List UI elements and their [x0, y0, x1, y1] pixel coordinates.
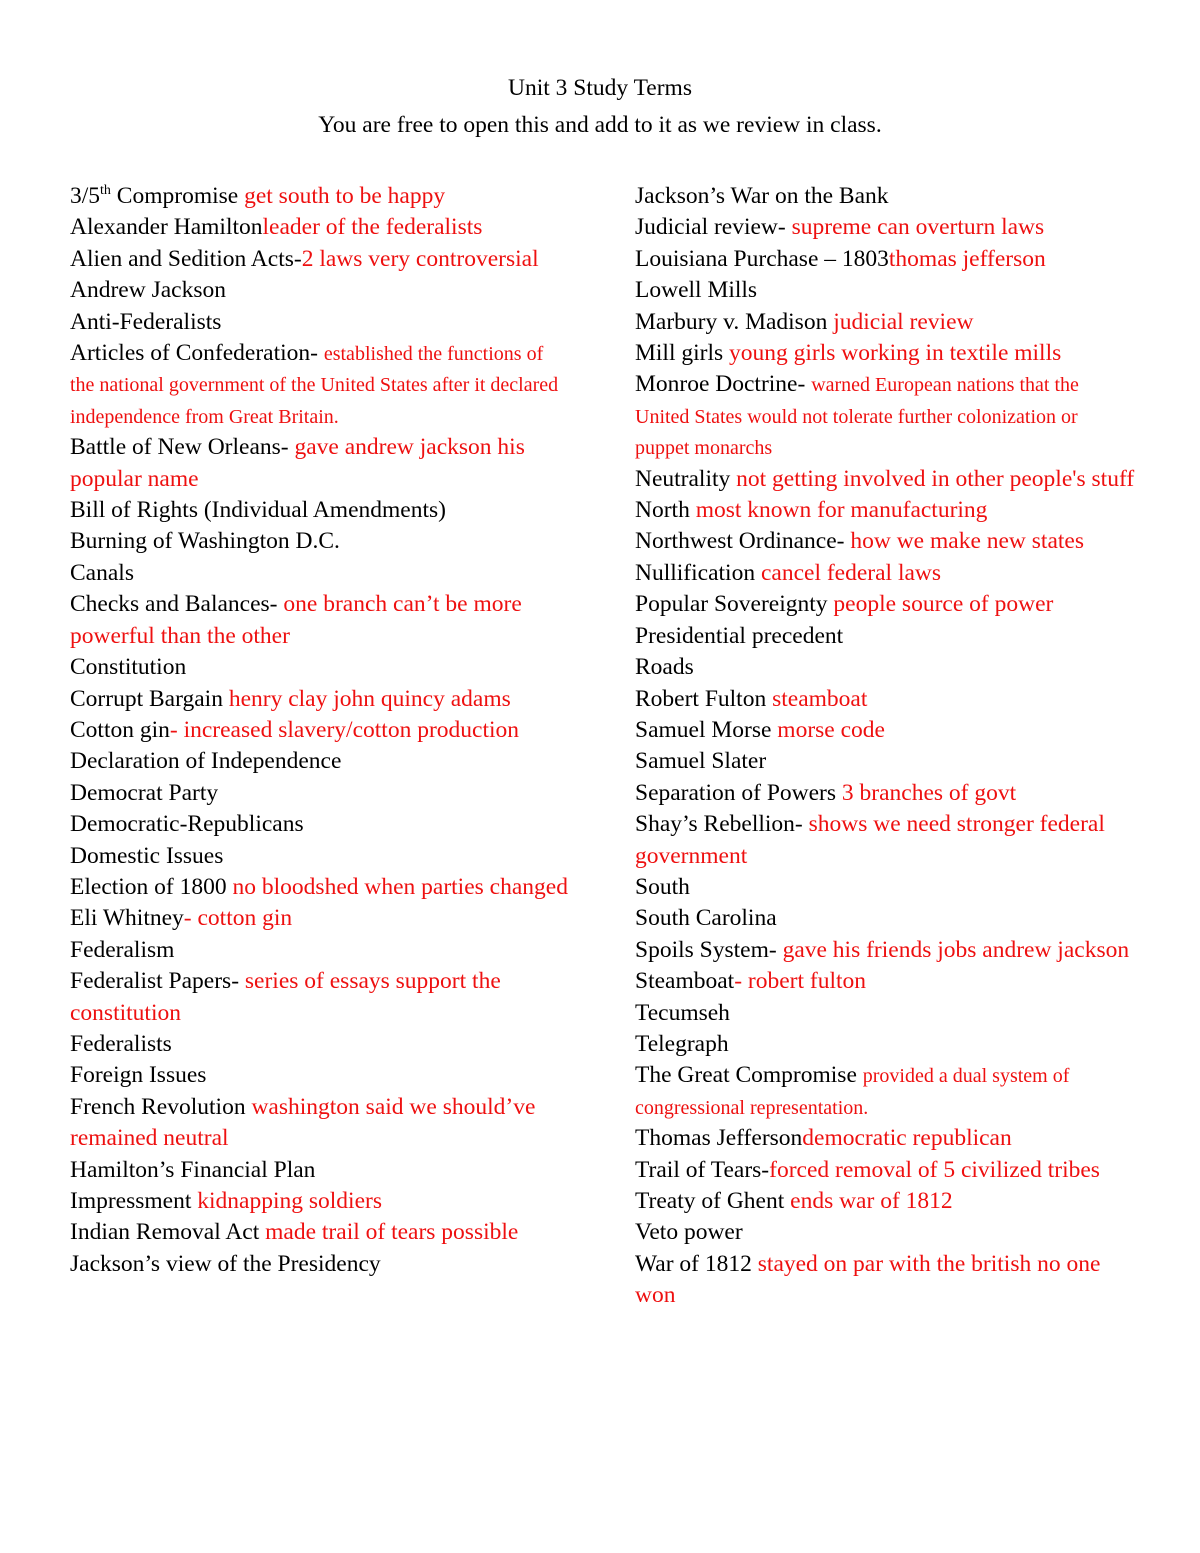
term-note: most known for manufacturing: [695, 497, 988, 524]
terms-left-column: [70, 181, 570, 1280]
term-note: democratic republican: [802, 1125, 1012, 1152]
term-label: Domestic Issues: [70, 842, 224, 869]
term-note: series of essays support the constitution: [70, 968, 501, 1026]
term-note: - robert fulton: [734, 968, 867, 995]
term-label: Impressment: [70, 1188, 198, 1214]
term-label: Corrupt Bargain: [70, 685, 229, 712]
study-term-entry: [70, 589, 570, 652]
term-note: morse code: [777, 716, 885, 743]
term-label: Burning of Washington D.C.: [70, 528, 340, 555]
term-label: Louisiana Purchase – 1803: [635, 245, 889, 272]
term-note: supreme can overturn laws: [791, 214, 1045, 241]
term-note: ends war of 1812: [790, 1188, 953, 1214]
term-label: Democratic-Republicans: [70, 811, 304, 838]
study-term-entry: [70, 307, 570, 338]
study-term-entry: [70, 935, 570, 966]
term-note: provided a dual system of congressional representation.: [635, 1065, 1070, 1119]
terms-right-column: [635, 181, 1135, 1312]
term-label: Election of 1800: [70, 873, 233, 900]
study-term-entry: [635, 1155, 1135, 1186]
term-note: shows we need stronger federal government: [635, 811, 1105, 869]
study-term-entry: [635, 684, 1135, 715]
study-term-entry: [635, 621, 1135, 652]
term-label: Federalism: [70, 936, 175, 963]
study-term-entry: [70, 1029, 570, 1060]
term-label: Shay’s Rebellion-: [635, 811, 809, 838]
term-label: Anti-Federalists: [70, 308, 222, 335]
term-note: leader of the federalists: [262, 214, 483, 241]
term-note: gave andrew jackson his popular name: [70, 434, 525, 492]
term-label: Nullification: [635, 559, 761, 586]
study-term-entry: [70, 778, 570, 809]
term-note: how we make new states: [850, 528, 1084, 555]
term-label: Cotton gin: [70, 716, 170, 743]
term-label: Bill of Rights (Individual Amendments): [70, 497, 446, 524]
term-label: Checks and Balances-: [70, 591, 284, 618]
study-term-entry: [635, 181, 1135, 212]
study-term-entry: [635, 275, 1135, 306]
term-label: Veto power: [635, 1219, 743, 1246]
term-note: steamboat: [772, 685, 868, 712]
term-label: Federalist Papers-: [70, 968, 245, 995]
term-note: 3 branches of govt: [841, 779, 1017, 806]
term-label: Andrew Jackson: [70, 277, 226, 304]
term-label: Telegraph: [635, 1030, 729, 1057]
study-term-entry: [635, 526, 1135, 557]
term-note: one branch can’t be more powerful than the other: [70, 591, 522, 649]
term-label: French Revolution: [70, 1093, 252, 1120]
page-title: Unit 3 Study Terms: [508, 75, 692, 101]
term-label: Presidential precedent: [635, 622, 844, 649]
term-label: Hamilton’s Financial Plan: [70, 1156, 316, 1183]
study-term-entry: [635, 369, 1135, 463]
study-term-entry: [70, 1060, 570, 1091]
term-label-suffix: Compromise: [110, 183, 245, 209]
study-term-entry: [70, 526, 570, 557]
study-term-entry: [635, 464, 1135, 495]
study-term-entry: [70, 244, 570, 275]
term-label: Judicial review-: [635, 214, 792, 241]
term-label: Alien and Sedition Acts-: [70, 245, 302, 272]
term-label: North: [635, 497, 696, 524]
term-label: South Carolina: [635, 905, 777, 932]
term-note: warned European nations that the United States would not tolerate further colonization or puppet monarchs: [635, 374, 1079, 460]
study-term-entry: [70, 1249, 570, 1280]
term-label: Constitution: [70, 654, 187, 681]
study-term-entry: [70, 1155, 570, 1186]
term-label: Lowell Mills: [635, 277, 758, 304]
term-note: not getting involved in other people's stuff: [736, 465, 1135, 492]
term-label: Thomas Jefferson: [635, 1125, 803, 1152]
term-note: stayed on par with the british no one won: [635, 1250, 1101, 1309]
study-term-entry: [635, 778, 1135, 809]
study-term-entry: [635, 1123, 1135, 1154]
study-term-entry: [635, 495, 1135, 526]
study-term-entry: [70, 495, 570, 526]
term-label: Spoils System-: [635, 936, 783, 963]
term-label: Alexander Hamilton: [70, 214, 263, 241]
term-label: Canals: [70, 559, 134, 586]
term-label: Tecumseh: [635, 999, 730, 1026]
study-term-entry: [635, 935, 1135, 966]
study-term-entry: [635, 307, 1135, 338]
study-term-entry: [635, 1060, 1135, 1123]
study-term-entry: [70, 809, 570, 840]
study-term-entry: [635, 589, 1135, 620]
study-term-entry: [70, 966, 570, 1029]
study-term-entry: [635, 1249, 1135, 1312]
term-note: get south to be happy: [244, 183, 446, 209]
study-term-entry: [70, 432, 570, 495]
study-term-entry: [70, 181, 570, 212]
term-note: henry clay john quincy adams: [228, 685, 511, 712]
term-label: Trail of Tears-: [635, 1156, 770, 1183]
term-note: cancel federal laws: [760, 559, 942, 586]
term-label: Marbury v. Madison: [635, 308, 834, 335]
study-term-entry: [635, 244, 1135, 275]
term-note: - increased slavery/cotton production: [169, 716, 520, 743]
term-label: Neutrality: [635, 465, 737, 492]
term-note: established the functions of the national government of the United States after it declared independence from Great Britain.: [70, 343, 559, 428]
term-label: Indian Removal Act: [70, 1219, 266, 1246]
study-term-entry: [70, 558, 570, 589]
term-note: - cotton gin: [183, 905, 293, 932]
term-label: Democrat Party: [70, 779, 219, 806]
term-note: kidnapping soldiers: [197, 1188, 382, 1214]
study-term-entry: [70, 652, 570, 683]
term-label: Steamboat: [635, 968, 735, 995]
term-note: forced removal of 5 civilized tribes: [769, 1156, 1100, 1183]
study-term-entry: [635, 1029, 1135, 1060]
term-label: The Great Compromise: [635, 1062, 863, 1089]
term-label: Roads: [635, 654, 694, 681]
study-term-entry: [635, 872, 1135, 903]
term-label: War of 1812: [635, 1250, 758, 1277]
study-term-entry: [70, 841, 570, 872]
term-label: Samuel Slater: [635, 748, 767, 775]
study-term-entry: [70, 872, 570, 903]
study-term-entry: [70, 903, 570, 934]
study-term-entry: [635, 903, 1135, 934]
study-term-entry: [635, 338, 1135, 369]
study-term-entry: [70, 275, 570, 306]
study-term-entry: [70, 684, 570, 715]
term-note: young girls working in textile mills: [729, 340, 1062, 367]
page-subtitle: You are free to open this and add to it as we review in class.: [318, 112, 882, 138]
term-label: South: [635, 873, 690, 900]
term-label: 3/5: [70, 183, 101, 209]
term-note: 2 laws very controversial: [301, 245, 539, 272]
term-note: no bloodshed when parties changed: [232, 873, 568, 900]
study-term-entry: [70, 212, 570, 243]
term-label: Foreign Issues: [70, 1062, 207, 1089]
study-term-entry: [70, 746, 570, 777]
term-note: gave his friends jobs andrew jackson: [782, 936, 1130, 963]
term-label: Popular Sovereignty: [635, 591, 834, 618]
term-label: Mill girls: [635, 340, 730, 367]
study-term-entry: [70, 715, 570, 746]
study-term-entry: [635, 558, 1135, 589]
term-note: thomas jefferson: [888, 245, 1046, 272]
study-term-entry: [635, 809, 1135, 872]
study-term-entry: [635, 1217, 1135, 1248]
term-label: Articles of Confederation-: [70, 340, 324, 367]
study-term-entry: [635, 715, 1135, 746]
term-label: Northwest Ordinance-: [635, 528, 851, 555]
term-note: washington said we should’ve remained neutral: [70, 1093, 536, 1152]
study-term-entry: [635, 998, 1135, 1029]
study-term-entry: [70, 1217, 570, 1248]
study-term-entry: [635, 212, 1135, 243]
study-term-entry: [70, 1186, 570, 1217]
term-superscript: th: [100, 183, 111, 198]
term-label: Robert Fulton: [635, 685, 773, 712]
term-label: Jackson’s view of the Presidency: [70, 1250, 381, 1277]
study-term-entry: [635, 1186, 1135, 1217]
term-label: Separation of Powers: [635, 779, 842, 806]
term-label: Federalists: [70, 1030, 172, 1057]
term-label: Jackson’s War on the Bank: [635, 183, 889, 209]
study-term-entry: [70, 1092, 570, 1155]
term-note: made trail of tears possible: [265, 1219, 519, 1246]
study-term-entry: [635, 652, 1135, 683]
study-term-entry: [635, 746, 1135, 777]
term-note: judicial review: [833, 308, 974, 335]
term-label: Battle of New Orleans-: [70, 434, 295, 461]
term-label: Samuel Morse: [635, 716, 778, 743]
term-label: Eli Whitney: [70, 905, 184, 932]
term-label: Treaty of Ghent: [635, 1188, 791, 1214]
study-term-entry: [70, 338, 570, 432]
title-block: [0, 70, 1200, 144]
term-note: people source of power: [833, 591, 1054, 618]
term-label: Declaration of Independence: [70, 748, 342, 775]
study-term-entry: [635, 966, 1135, 997]
term-label: Monroe Doctrine-: [635, 371, 812, 398]
